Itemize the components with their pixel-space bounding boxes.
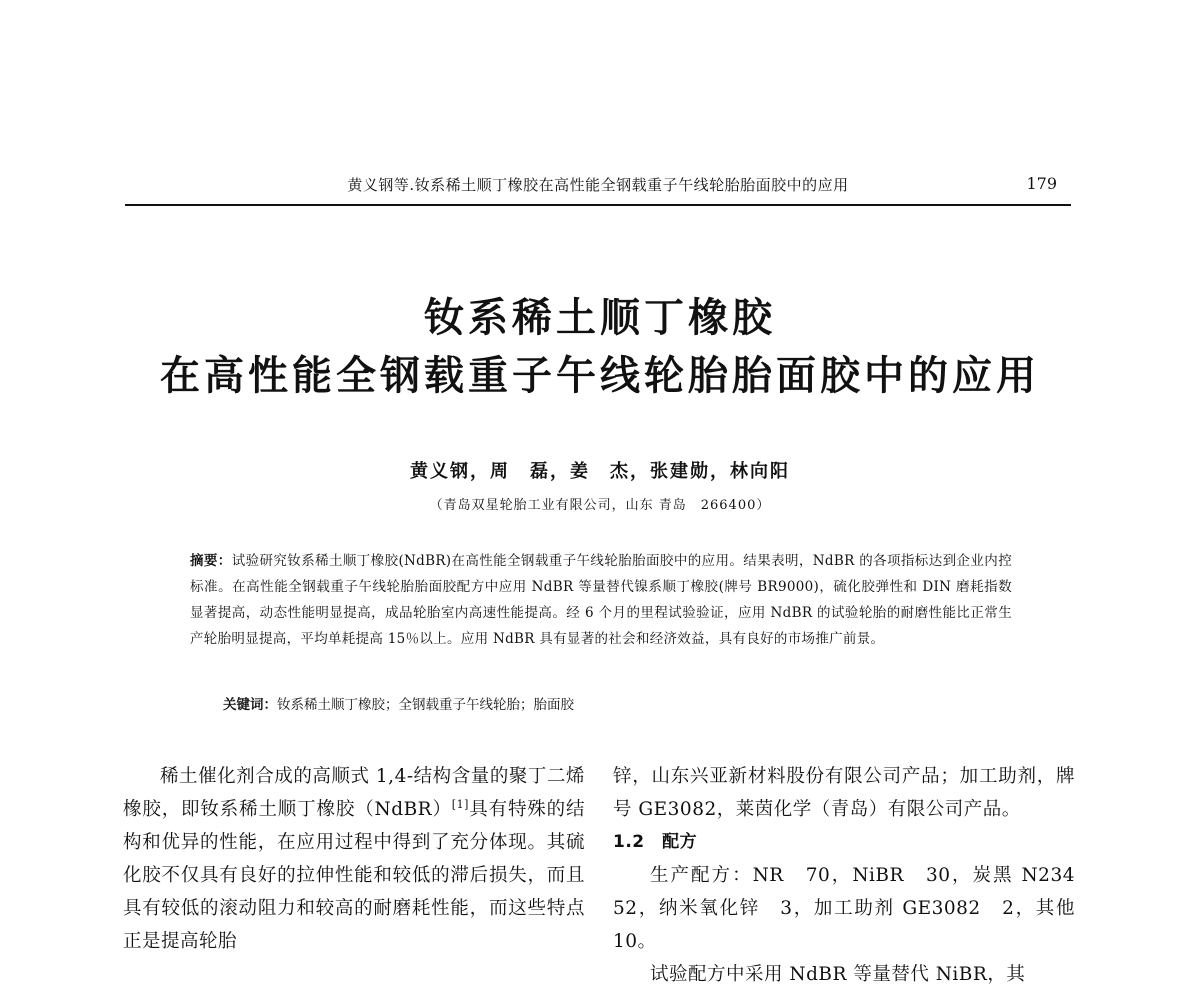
body-text: 具有特殊的结构和优异的性能，在应用过程中得到了充分体现。其硫化胶不仅具有良好的拉伸性能和较低的滞后损失，而且具有较低的滚动阻力和较高的耐磨耗性能，而这些特点正是提高轮胎 xyxy=(123,799,585,952)
keywords xyxy=(223,694,1013,716)
body-text: 稀土催化剂合成的高顺式 1,4-结构含量的聚丁二烯橡胶，即钕系稀土顺丁橡胶（NdBR） xyxy=(123,766,585,820)
header-rule xyxy=(125,204,1071,206)
abstract-text: 试验研究钕系稀土顺丁橡胶(NdBR)在高性能全钢载重子午线轮胎胎面胶中的应用。结果表明，NdBR 的各项指标达到企业内控标准。在高性能全钢载重子午线轮胎胎面胶配方中应用 NdBR 等量替代镍系顺丁橡胶(牌号 BR9000)，硫化胶弹性和 DIN 磨耗指数显著提高，动态性能明显提高，成品轮胎室内高速性能提高。经 6 个月的里程试验验证，应用 NdBR 的试验轮胎的耐磨性能比正常生产轮胎明显提高，平均单耗提高 15％以上。应用 NdBR 具有显著的社会和经济效益，具有良好的市场推广前景。 xyxy=(190,553,1012,647)
title-line-2: 在高性能全钢载重子午线轮胎胎面胶中的应用 xyxy=(160,353,1040,399)
page-number: 179 xyxy=(1026,174,1057,193)
body-column-left xyxy=(123,760,585,958)
body-column-right xyxy=(613,760,1095,991)
abstract xyxy=(190,548,1012,652)
keywords-text: 钕系稀土顺丁橡胶；全钢载重子午线轮胎；胎面胶 xyxy=(277,697,574,713)
running-header xyxy=(125,172,1071,196)
body-paragraph: 试验配方中采用 NdBR 等量替代 NiBR，其 xyxy=(650,964,1026,985)
keywords-label: 关键词： xyxy=(223,697,277,713)
title-line-1: 钕系稀土顺丁橡胶 xyxy=(424,295,776,341)
citation-ref: [1] xyxy=(451,797,469,811)
section-heading: 1.2 配方 xyxy=(613,832,698,852)
body-paragraph: 生产配方：NR 70，NiBR 30，炭黑 N234 52，纳米氧化锌 3，加工助剂 GE3082 2，其他 10。 xyxy=(613,865,1095,952)
running-title: 黄义钢等.钕系稀土顺丁橡胶在高性能全钢载重子午线轮胎胎面胶中的应用 xyxy=(347,176,849,194)
body-paragraph xyxy=(123,760,585,958)
body-paragraph: 锌，山东兴亚新材料股份有限公司产品；加工助剂，牌号 GE3082，莱茵化学（青岛）有限公司产品。 xyxy=(613,766,1075,820)
affiliation: （青岛双星轮胎工业有限公司，山东 青岛 266400） xyxy=(429,498,771,513)
authors: 黄义钢，周 磊，姜 杰，张建勋，林向阳 xyxy=(410,461,790,482)
abstract-label: 摘要： xyxy=(190,553,232,569)
